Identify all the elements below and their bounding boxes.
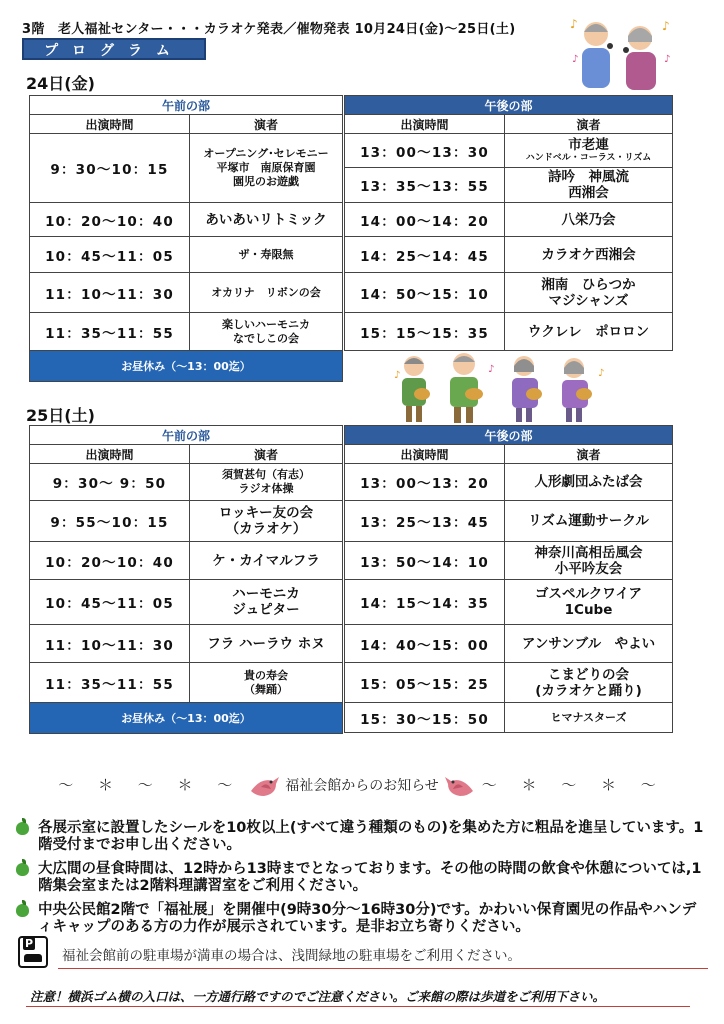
time-cell: 9：55～10：15: [30, 501, 190, 542]
time-cell: 13：35～13：55: [345, 168, 505, 203]
am-header: 午前の部: [30, 96, 343, 115]
day1-am-table: [29, 95, 343, 382]
parking-notice: [18, 936, 688, 970]
bird-icon: [443, 773, 477, 799]
svg-text:♪: ♪: [662, 19, 670, 33]
list-item: 大広間の昼食時間は、12時から13時までとなっております。その他の時間の飲食や休憩については,1階集会室または2階料理講習室をご利用ください。: [16, 861, 706, 895]
time-cell: 14：40～15：00: [345, 625, 505, 663]
pm-header: 午後の部: [345, 426, 673, 445]
svg-text:♪: ♪: [488, 364, 495, 375]
time-cell: 14：00～14：20: [345, 203, 505, 237]
performer-cell: あいあいリトミック: [190, 203, 343, 237]
parking-icon: P: [18, 936, 48, 968]
performer-cell: ザ・寿限無: [190, 237, 343, 273]
performer-cell: ロッキー友の会 （カラオケ）: [190, 501, 343, 542]
time-cell: 10：45～11：05: [30, 237, 190, 273]
performer-cell: ハーモニカ ジュピター: [190, 580, 343, 625]
pm-header: 午後の部: [345, 96, 673, 115]
apple-bullet-icon: [16, 822, 29, 835]
performer-cell: ウクレレ ポロロン: [505, 313, 673, 351]
notice-deco-left: ～ ＊ ～ ＊ ～: [58, 776, 243, 794]
divider: [58, 968, 708, 969]
performer-cell: カラオケ西湘会: [505, 237, 673, 273]
day2-pm-table: [344, 425, 673, 733]
performer-cell: アンサンブル やよい: [505, 625, 673, 663]
lunch-break: お昼休み（～13：00迄）: [30, 351, 343, 382]
program-badge: プログラム: [22, 38, 206, 60]
time-cell: 13：00～13：20: [345, 464, 505, 501]
perf-col-header: 演者: [190, 115, 343, 134]
performer-cell: 八栄乃会: [505, 203, 673, 237]
time-col-header: 出演時間: [345, 115, 505, 134]
time-cell: 10：20～10：40: [30, 203, 190, 237]
time-cell: 13：00～13：30: [345, 134, 505, 168]
svg-text:♪: ♪: [598, 368, 605, 379]
time-cell: 9：30～ 9：50: [30, 464, 190, 501]
performer-cell: オープニング･セレモニー 平塚市 南原保育園 園児のお遊戯: [190, 134, 343, 203]
time-cell: 14：50～15：10: [345, 273, 505, 313]
performer-cell: ゴスペルクワイア 1Cube: [505, 580, 673, 625]
time-cell: 13：50～14：10: [345, 542, 505, 580]
time-cell: 15：05～15：25: [345, 663, 505, 703]
performer-cell: 人形劇団ふたば会: [505, 464, 673, 501]
day1-title: 24日(金): [26, 74, 95, 93]
performer-cell: フラ ハーラウ ホヌ: [190, 625, 343, 663]
performer-cell: 須賀甚句（有志） ラジオ体操: [190, 464, 343, 501]
list-item: 各展示室に設置したシールを10枚以上(すべて違う種類のもの)を集めた方に粗品を進呈しています。1階受付までお申し出ください。: [16, 820, 706, 854]
svg-text:♪: ♪: [394, 370, 401, 381]
time-col-header: 出演時間: [30, 115, 190, 134]
performer-cell: 市老連 ハンドベル・コーラス・リズム: [505, 134, 673, 168]
perf-col-header: 演者: [505, 115, 673, 134]
time-cell: 15：30～15：50: [345, 703, 505, 733]
list-item: 中央公民館2階で「福祉展」を開催中(9時30分～16時30分)です。かわいい保育園児の作品やハンディキャップのある方の力作が展示されています。是非お立ち寄りください。: [16, 902, 706, 936]
performer-cell: 貴の寿会 （舞踊）: [190, 663, 343, 703]
am-header: 午前の部: [30, 426, 343, 445]
day1-pm-table: [344, 95, 673, 351]
time-cell: 10：45～11：05: [30, 580, 190, 625]
lunch-break: お昼休み（～13：00迄）: [30, 703, 343, 734]
day2-title: 25日(土): [26, 406, 95, 425]
performer-cell: 詩吟 神風流 西湘会: [505, 168, 673, 203]
notice-list: [16, 820, 706, 943]
parking-text: 福祉会館前の駐車場が満車の場合は、浅間緑地の駐車場をご利用ください。: [62, 948, 521, 964]
caution-text: 注意！横浜ゴム横の入口は、一方通行路ですのでご注意ください。ご来館の際は歩道をご利用下さい。: [30, 989, 606, 1004]
performer-cell: オカリナ リボンの会: [190, 273, 343, 313]
bird-icon: [247, 773, 281, 799]
time-cell: 11：10～11：30: [30, 273, 190, 313]
svg-text:♪: ♪: [570, 17, 578, 31]
performer-cell: こまどりの会 (カラオケと踊り): [505, 663, 673, 703]
time-cell: 15：15～15：35: [345, 313, 505, 351]
time-col-header: 出演時間: [30, 445, 190, 464]
notice-deco-right: ～ ＊ ～ ＊ ～: [481, 776, 666, 794]
notice-header: [0, 773, 724, 799]
performer-cell: リズム運動サークル: [505, 501, 673, 542]
time-cell: 13：25～13：45: [345, 501, 505, 542]
performer-cell: 楽しいハーモニカ なでしこの会: [190, 313, 343, 351]
time-cell: 9：30～10：15: [30, 134, 190, 203]
performer-cell: ヒマナスターズ: [505, 703, 673, 733]
divider: [26, 1006, 690, 1007]
apple-bullet-icon: [16, 863, 29, 876]
time-cell: 11：35～11：55: [30, 663, 190, 703]
time-cell: 11：10～11：30: [30, 625, 190, 663]
page-header: 3階 老人福祉センター・・・カラオケ発表／催物発表 10月24日(金)～25日(土): [22, 22, 516, 37]
time-col-header: 出演時間: [345, 445, 505, 464]
time-cell: 10：20～10：40: [30, 542, 190, 580]
ukulele-players-illustration: [392, 352, 612, 426]
svg-text:♪: ♪: [664, 54, 671, 65]
performer-cell: 神奈川高相岳風会 小平吟友会: [505, 542, 673, 580]
perf-col-header: 演者: [505, 445, 673, 464]
singers-illustration: [566, 12, 678, 92]
time-cell: 14：25～14：45: [345, 237, 505, 273]
svg-text:♪: ♪: [572, 54, 579, 65]
perf-col-header: 演者: [190, 445, 343, 464]
apple-bullet-icon: [16, 904, 29, 917]
time-cell: 14：15～14：35: [345, 580, 505, 625]
day2-am-table: [29, 425, 343, 734]
performer-cell: ケ・カイマルフラ: [190, 542, 343, 580]
time-cell: 11：35～11：55: [30, 313, 190, 351]
performer-cell: 湘南 ひらつか マジシャンズ: [505, 273, 673, 313]
notice-title: 福祉会館からのお知らせ: [285, 778, 439, 794]
